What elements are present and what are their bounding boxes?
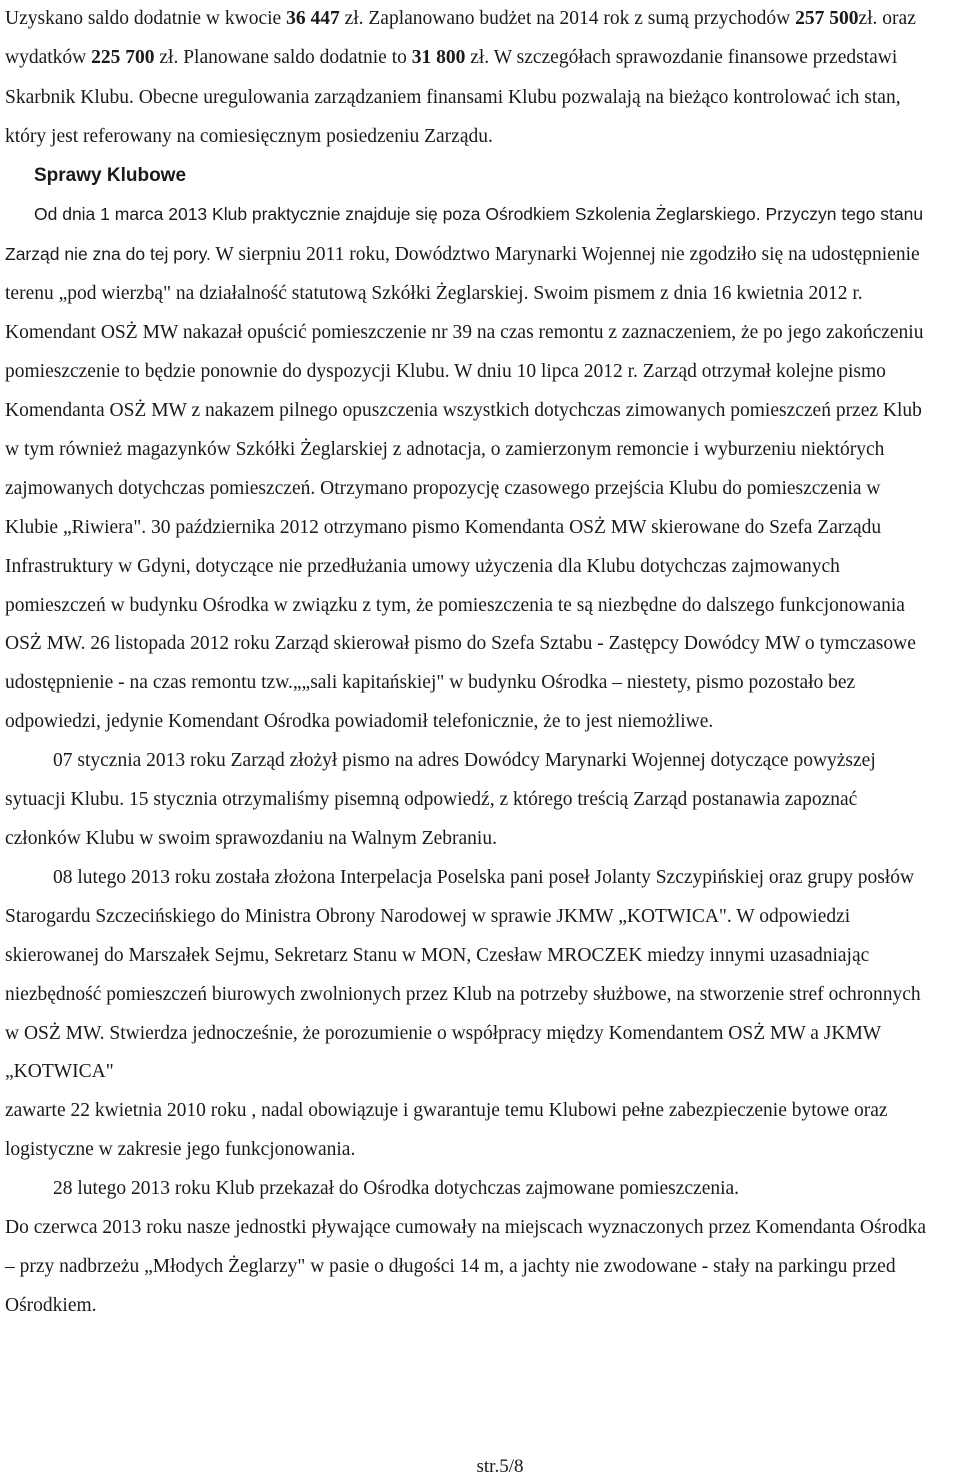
- bold-amount: 257 500: [795, 8, 859, 29]
- paragraph-mooring: Do czerwca 2013 roku nasze jednostki pływające cumowały na miejscach wyznaczonych przez Komendanta Ośrodka – przy nadbrzeżu „Młodych Żeglarzy" w pasie o długości 14 m, a jachty nie zwodowane - stały na parkingu przed Ośrodkiem.: [5, 1217, 927, 1316]
- section-heading: Sprawy Klubowe: [34, 165, 187, 187]
- paragraph-handover: 28 lutego 2013 roku Klub przekazał do Ośrodka dotychczas zajmowane pomieszczenia.: [53, 1178, 740, 1200]
- bold-amount: 36 447: [286, 8, 340, 29]
- section-body: [0, 195, 960, 742]
- paragraph-february: 08 lutego 2013 roku została złożona Interpelacja Poselska pani poseł Jolanty Szczypińskiej oraz grupy posłów Starogardu Szczecińskiego do Ministra Obrony Narodowej w sprawie JKMW „KOTWICA". W odpowiedzi skierowanej do Marszałek Sejmu, Sekretarz Stanu w MON, Czesław MROCZEK miedzy innymi uzasadniając niezbędność pomieszczeń biurowych zwolnionych przez Klub na potrzeby służbowe, na stworzenie stref ochronnych w OSŻ MW. Stwierdza jednocześnie, że porozumienie o współpracy między Komendantem OSŻ MW a JKMW „KOTWICA": [5, 866, 921, 1083]
- text-run: zł. oraz wydatków: [5, 8, 916, 69]
- bold-amount: 31 800: [411, 47, 466, 69]
- finance-paragraph: [0, 0, 960, 156]
- intro-text: Od dnia 1 marca 2013 Klub praktycznie znajduje się poza Ośrodkiem Szkolenia Żeglarskiego. Przyczyn tego stanu Zarząd nie zna do tej pory.: [5, 204, 924, 265]
- body-text: W sierpniu 2011 roku, Dowództwo Marynarki Wojennej nie zgodziło się na udostępnienie terenu „pod wierzbą" na działalność statutową Szkółki Żeglarskiej. Swoim pismem z dnia 16 kwietnia 2012 r. Komendant OSŻ MW nakazał opuścić pomieszczenie nr 39 na czas remontu z zaznaczeniem, że po jego zakończeniu pomieszczenie to będzie ponownie do dyspozycji Klubu. W dniu 10 lipca 2012 r. Zarząd otrzymał kolejne pismo Komendanta OSŻ MW z nakazem pilnego opuszczenia wszystkich dotychczas zimowanych pomieszczeń przez Klub w tym również magazynków Szkółki Żeglarskiej z adnotacja, o zamierzonym remoncie i wyburzeniu niektórych zajmowanych dotychczas pomieszczeń. Otrzymano propozycję czasowego przejścia Klubu do pomieszczenia w Klubie „Riwiera". 30 października 2012 otrzymano pismo Komendanta OSŻ MW skierowane do Szefa Zarządu Infrastruktury w Gdyni, dotyczące nie przedłużania umowy użyczenia dla Klubu dotychczas zajmowanych pomieszczeń w budynku Ośrodka w związku z tym, że pomieszczenia te są niezbędne do dalszego funkcjonowania OSŻ MW. 26 listopada 2012 roku Zarząd skierował pismo do Szefa Sztabu - Zastępcy Dowódcy MW o tymczasowe udostępnienie - na czas remontu tzw.„„sali kapitańskiej" w budynku Ośrodka – niestety, pismo pozostało bez odpowiedzi, jedynie Komendant Ośrodka powiadomił telefonicznie, że to jest niemożliwe.: [5, 244, 924, 733]
- text-run: zł. Zaplanowano budżet na 2014 rok z sumą przychodów: [339, 8, 796, 29]
- text-run: Uzyskano saldo dodatnie w kwocie: [5, 8, 287, 29]
- paragraph-agreement: zawarte 22 kwietnia 2010 roku , nadal obowiązuje i gwarantuje temu Klubowi pełne zabezpieczenie bytowe oraz logistyczne w zakresie jego funkcjonowania.: [5, 1100, 888, 1161]
- text-run: zł. Planowane saldo dodatnie to: [154, 47, 412, 69]
- text-run: zł. W szczegółach sprawozdanie finansowe przedstawi Skarbnik Klubu. Obecne uregulowania zarządzaniem finansami Klubu pozwalają na bieżąco kontrolować ich stan, który jest referowany na comiesięcznym posiedzeniu Zarządu.: [5, 47, 901, 147]
- page-number: str.5/8: [476, 1456, 524, 1477]
- bold-amount: 225 700: [91, 47, 155, 69]
- paragraph-january: 07 stycznia 2013 roku Zarząd złożył pismo na adres Dowódcy Marynarki Wojennej dotyczące powyższej sytuacji Klubu. 15 stycznia otrzymaliśmy pisemną odpowiedź, z którego treścią Zarząd postanawia zapoznać członków Klubu w swoim sprawozdaniu na Walnym Zebraniu.: [5, 750, 876, 849]
